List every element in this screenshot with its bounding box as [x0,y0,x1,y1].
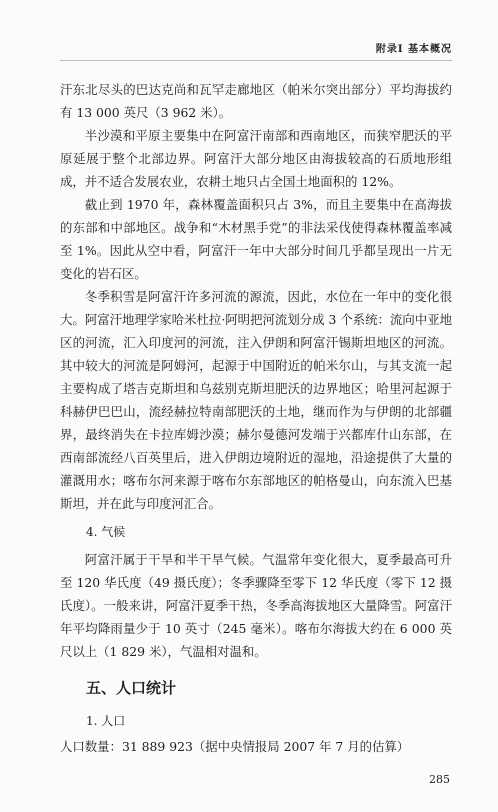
population-line: 人口数量：31 889 923（据中央情报局 2007 年 7 月的估算） [60,739,410,754]
population-heading: 1. 人口 [86,714,126,728]
page-body [60,78,452,758]
paragraph-climate: 阿富汗属于干旱和半干旱气候。气温常年变化很大，夏季最高可升至 120 华氏度（49 摄氏度）；冬季骤降至零下 12 华氏度（零下 12 摄氏度）。一般来讲，阿富汗夏季干热，冬季高海拔地区大量降雪。阿富汗年平均降雨量少于 10 英寸（245 毫米）。喀布尔海拔大约在 6 000 英尺以上（1 829 米），气温相对温和。 [60,552,452,659]
page-number: 285 [429,773,450,786]
header-rule [60,60,452,61]
paragraph-rivers: 冬季积雪是阿富汗许多河流的源流，因此，水位在一年中的变化很大。阿富汗地理学家哈米杜拉·阿明把河流划分成 3 个系统：流向中亚地区的河流，汇入印度河的河流，注入伊朗和阿富汗锡斯坦地区的河流。其中较大的河流是阿姆河，起源于中国附近的帕米尔山，与其支流一起主要构成了塔吉克斯坦和乌兹别克斯坦肥沃的边界地区；哈里河起源于科赫伊巴巴山，流经赫拉特南部肥沃的土地，继而作为与伊朗的北部疆界，最终消失在卡拉库姆沙漠；赫尔曼德河发端于兴都库什山东部，在西南部流经八百英里后，进入伊朗边境附近的湿地，沿途提供了大量的灌溉用水；喀布尔河来源于喀布尔东部地区的帕格曼山，向东流入巴基斯坦，并在此与印度河汇合。 [60,289,452,511]
paragraph-plains: 半沙漠和平原主要集中在阿富汗南部和西南地区，而狭窄肥沃的平原延展于整个北部边界。阿富汗大部分地区由海拔较高的石质地形组成，并不适合发展农业，农耕土地只占全国土地面积的 12%。 [60,128,452,189]
paragraph-continued: 汗东北尽头的巴达克尚和瓦罕走廊地区（帕米尔突出部分）平均海拔约有 13 000 英尺（3 962 米）。 [60,82,452,120]
climate-heading: 4. 气候 [86,525,126,539]
section-title: 五、人口统计 [86,679,177,697]
running-header: 附录Ⅰ 基本概况 [375,44,452,55]
paragraph-forest: 截止到 1970 年，森林覆盖面积只占 3%，而且主要集中在高海拔的东部和中部地区。战争和“木材黑手党”的非法采伐使得森林覆盖率减至 1%。因此从空中看，阿富汗一年中大部分时间几乎都呈现出一片无变化的岩石区。 [60,197,452,281]
